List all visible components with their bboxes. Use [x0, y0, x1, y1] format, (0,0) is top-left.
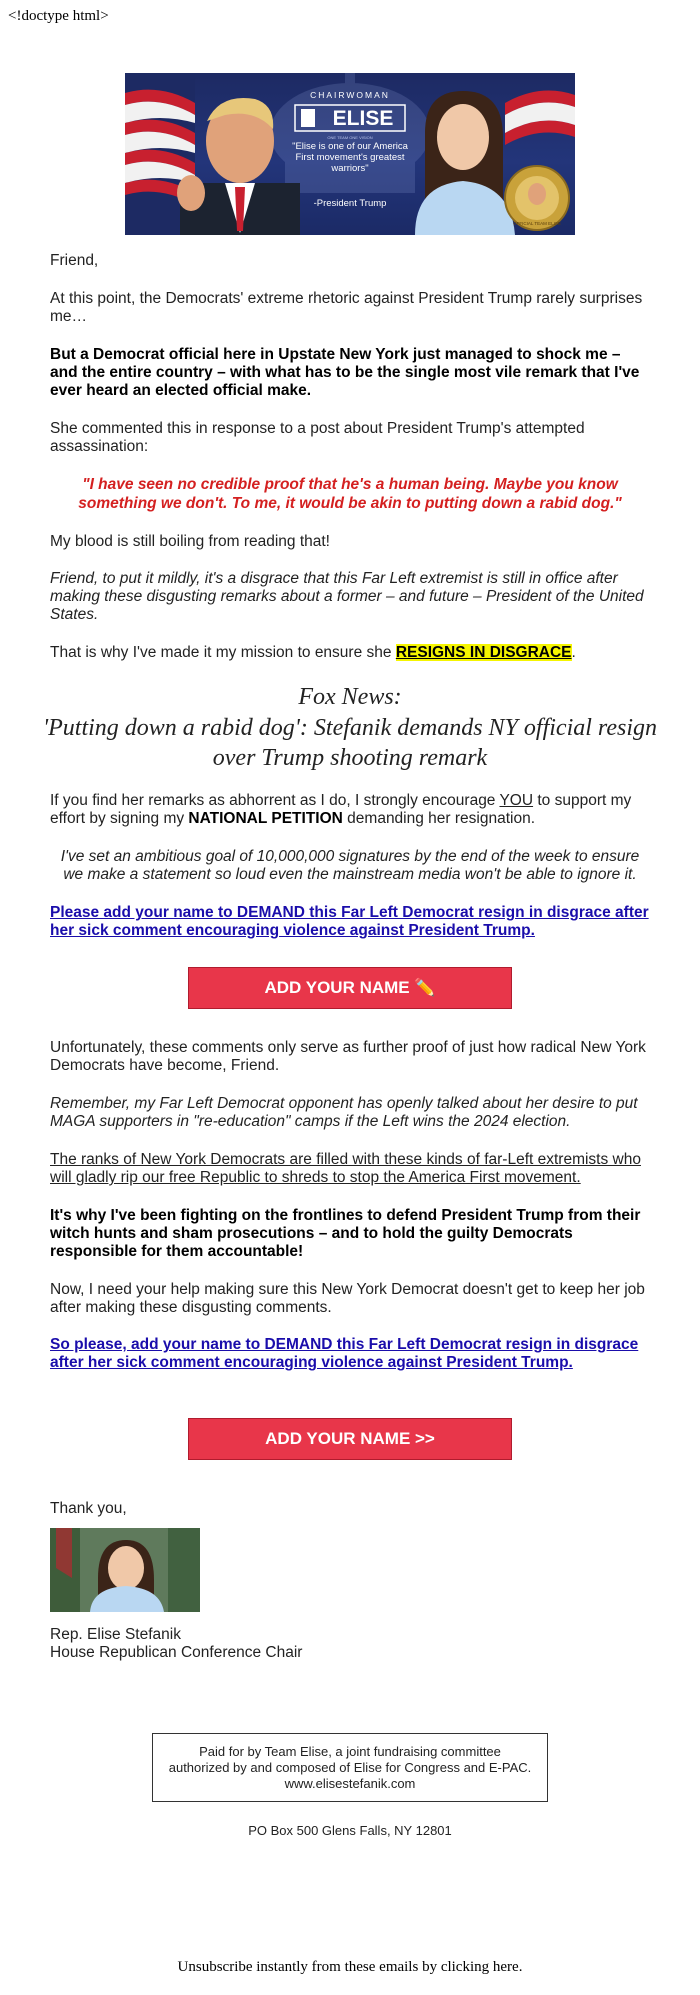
paragraph-context: She commented this in response to a post about President Trump's attempted assassination:: [50, 420, 585, 455]
paragraph-help: Now, I need your help making sure this New York Democrat doesn't get to keep her job after making these disgusting comments.: [50, 1281, 645, 1316]
banner-top-label: CHAIRWOMAN: [310, 90, 390, 100]
paragraph-radical: Unfortunately, these comments only serve as further proof of just how radical New York Democrats have become, Friend.: [50, 1039, 646, 1074]
petition-text-c: demanding her resignation.: [342, 810, 536, 827]
quoted-remark: "I have seen no credible proof that he's a human being. Maybe you know something we don't. To me, it would be akin to putting down a rabid dog.": [78, 476, 622, 512]
add-your-name-button-2[interactable]: ADD YOUR NAME >>: [188, 1418, 512, 1460]
paid-for-disclaimer: Paid for by Team Elise, a joint fundraising committee authorized by and composed of Elise for Congress and E-PAC. www.elisestefanik.com: [152, 1733, 548, 1802]
mission-text: That is why I've made it my mission to ensure she: [50, 644, 396, 661]
mission-end: .: [571, 644, 576, 661]
paragraph-mission: [50, 644, 650, 662]
petition-link-2[interactable]: So please, add your name to DEMAND this Far Left Democrat resign in disgrace after her sick comment encouraging violence against President Trump.: [50, 1336, 639, 1371]
paragraph-frontlines: It's why I've been fighting on the frontlines to defend President Trump from their witch hunts and sham prosecutions – and to hold the guilty Democrats responsible for them accountable!: [50, 1207, 641, 1260]
banner-sub-label: ONE TEAM ONE VISION: [327, 135, 373, 140]
signature-photo: [50, 1528, 200, 1612]
badge-label: OFFICIAL TEAM ELISE: [513, 221, 561, 226]
portrait-right: [415, 91, 515, 235]
paragraph-boiling: My blood is still boiling from reading that!: [50, 533, 330, 550]
thank-you: Thank you,: [50, 1500, 127, 1517]
signer-name: Rep. Elise Stefanik: [50, 1626, 181, 1643]
paragraph-shock: But a Democrat official here in Upstate New York just managed to shock me – and the entire country – with what has to be the single most vile remark that I've ever heard an elected official make.: [50, 346, 640, 399]
paragraph-extremists: The ranks of New York Democrats are filled with these kinds of far-Left extremists who will gladly rip our free Republic to shreds to stop the America First movement.: [50, 1151, 641, 1186]
paragraph-re-education: Remember, my Far Left Democrat opponent has openly talked about her desire to put MAGA supporters in "re-education" camps if the Left wins the 2024 election.: [50, 1095, 638, 1130]
national-petition: NATIONAL PETITION: [188, 810, 343, 827]
banner-brand: ELISE: [332, 107, 394, 130]
add-your-name-button[interactable]: ADD YOUR NAME ✏️: [188, 967, 512, 1009]
petition-link-1[interactable]: Please add your name to DEMAND this Far Left Democrat resign in disgrace after her sick comment encouraging violence against President Trump.: [50, 904, 649, 939]
unsubscribe-link[interactable]: Unsubscribe instantly from these emails by clicking here.: [177, 1959, 523, 1975]
banner-attribution: -President Trump: [313, 198, 387, 209]
paragraph-petition: [50, 792, 650, 828]
brand-logo-icon: [301, 109, 315, 127]
banner-graphic: [125, 73, 575, 235]
mailing-address: PO Box 500 Glens Falls, NY 12801: [248, 1823, 452, 1838]
petition-text-b: to support my effort by signing my: [50, 792, 632, 827]
paragraph-intro: At this point, the Democrats' extreme rhetoric against President Trump rarely surprises me…: [50, 290, 643, 325]
banner-quote: "Elise is one of our America First movement's greatest warriors": [292, 141, 408, 174]
paragraph-disgrace: Friend, to put it mildly, it's a disgrace that this Far Left extremist is still in office after making these disgusting remarks about a former – and future – President of the United States.: [50, 570, 644, 623]
resigns-highlight: RESIGNS IN DISGRACE: [395, 644, 572, 661]
petition-you: YOU: [499, 792, 534, 809]
greeting: Friend,: [50, 252, 99, 269]
fox-source: Fox News:: [298, 684, 402, 710]
paragraph-goal: I've set an ambitious goal of 10,000,000 signatures by the end of the week to ensure we make a statement so loud even the mainstream media won't be able to ignore it.: [60, 848, 640, 883]
signer-title: House Republican Conference Chair: [50, 1644, 303, 1661]
doctype-text: <!doctype html>: [8, 8, 109, 24]
header-banner: [125, 73, 575, 235]
petition-text-a: If you find her remarks as abhorrent as I do, I strongly encourage: [50, 792, 500, 809]
flag-right-icon: [505, 91, 575, 146]
fox-headline: 'Putting down a rabid dog': Stefanik demands NY official resign over Trump shooting remark: [42, 715, 658, 771]
